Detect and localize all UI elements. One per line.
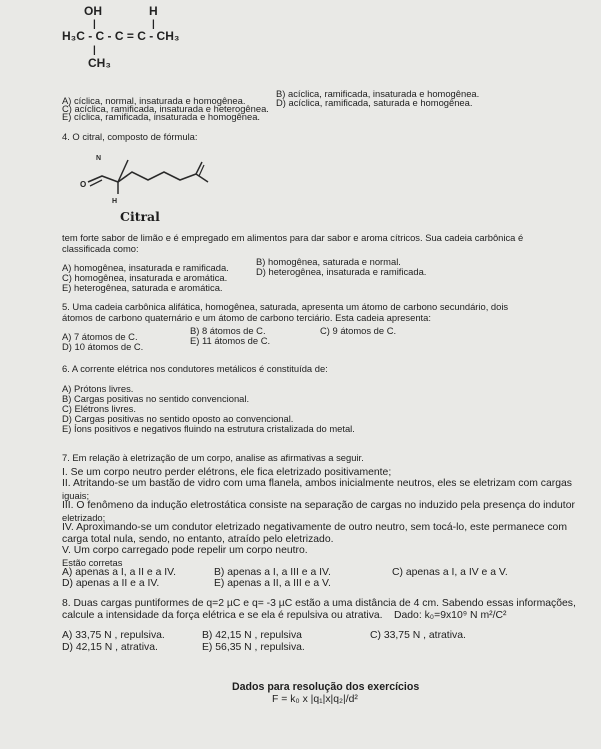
q7-option-c: C) apenas a I, a IV e a V. (392, 567, 508, 578)
q5-option-a: A) 7 átomos de C. (62, 331, 138, 342)
q5-option-e: E) 11 átomos de C. (190, 335, 271, 346)
citral-h-atom: H (112, 198, 118, 205)
q3-option-e: E) cíclica, ramificada, insaturada e homogênea. (62, 111, 261, 122)
q5-line2: átomos de carbono quaternário e um átomo de carbono terciário. Esta cadeia apresenta: (62, 312, 431, 323)
q8-option-b: B) 42,15 N , repulsiva (202, 630, 302, 641)
q3-option-a: A) cíclica, normal, insaturada e homogênea. (62, 95, 246, 106)
q8-option-e: E) 56,35 N , repulsiva. (202, 642, 305, 653)
q7-option-a: A) apenas a I, a II e a IV. (62, 567, 176, 578)
q7-statement-iv-line1: IV. Aproximando-se um condutor eletrizado negativamente de outro neutro, sem tocá-lo, este permanece com (62, 522, 567, 533)
q7-statement-iv-line2: carga total nula, sendo, no entanto, atraído pelo eletrizado. (62, 534, 334, 545)
q4-text-line2: classificada como: (62, 243, 139, 254)
q8-given-constant: Dado: k₀=9x10⁹ N m²/C² (394, 610, 507, 621)
citral-structure (80, 150, 250, 225)
q7-option-d: D) apenas a II e a IV. (62, 578, 160, 589)
q8-option-d: D) 42,15 N , atrativa. (62, 642, 158, 653)
q7-stem: 7. Em relação à eletrização de um corpo, analise as afirmativas a seguir. (62, 452, 364, 463)
q6-option-e: E) Íons positivos e negativos fluindo na estrutura cristalizada do metal. (62, 423, 355, 434)
q4-option-a: A) homogênea, insaturada e ramificada. (62, 262, 229, 273)
q5-option-b: B) 8 átomos de C. (190, 325, 266, 336)
q4-text-line1: tem forte sabor de limão e é empregado em alimentos para dar sabor e aroma cítricos. Sua cadeia carbônica é (62, 232, 524, 243)
q6-stem: 6. A corrente elétrica nos condutores metálicos é constituída de: (62, 363, 328, 374)
q3-option-b: B) acíclica, ramificada, insaturada e homogênea. (276, 88, 480, 99)
q6-option-b: B) Cargas positivas no sentido convencional. (62, 393, 250, 404)
q5-option-d: D) 10 átomos de C. (62, 341, 144, 352)
bond-up-2: | (152, 19, 155, 30)
h-atom: H (149, 4, 158, 18)
q3-option-c: C) acíclica, ramificada, insaturada e heterogênea. (62, 103, 269, 114)
q7-correct-label: Estão corretas (62, 557, 123, 568)
q7-option-b: B) apenas a I, a III e a IV. (214, 567, 331, 578)
q4-option-b: B) homogênea, saturada e normal. (256, 256, 401, 267)
q8-option-c: C) 33,75 N , atrativa. (370, 630, 466, 641)
q5-line1: 5. Uma cadeia carbônica alifática, homogênea, saturada, apresenta um átomo de carbono secundário, dois (62, 301, 509, 312)
q5-option-c: C) 9 átomos de C. (320, 325, 397, 336)
q8-line1: 8. Duas cargas puntiformes de q=2 µC e q= -3 µC estão a uma distância de 4 cm. Sabendo essas informações, (62, 598, 576, 609)
q4-option-d: D) heterogênea, insaturada e ramificada. (256, 266, 427, 277)
q4-option-c: C) homogênea, insaturada e aromática. (62, 272, 228, 283)
q6-option-c: C) Elétrons livres. (62, 403, 136, 414)
q7-statement-i: I. Se um corpo neutro perder elétrons, ele fica eletrizado positivamente; (62, 467, 392, 478)
q7-statement-iii-line1: III. O fenômeno da indução eletrostática consiste na separação de cargas no induzido pela presença do indutor (62, 500, 575, 511)
bond-down: | (93, 45, 96, 56)
q7-option-e: E) apenas a II, a III e a V. (214, 578, 331, 589)
bond-up-1: | (93, 19, 96, 30)
main-chain: H₃C - C - C = C - CH₃ (62, 29, 180, 43)
q7-statement-v: V. Um corpo carregado pode repelir um corpo neutro. (62, 545, 308, 556)
q6-option-a: A) Prótons livres. (62, 383, 134, 394)
q3-option-d: D) acíclica, ramificada, saturada e homogênea. (276, 97, 473, 108)
svg-text:N: N (96, 155, 102, 162)
oh-group: OH (84, 4, 102, 18)
q4-option-e: E) heterogênea, saturada e aromática. (62, 282, 223, 293)
footer-formula: F = k₀ x |q₁|x|q₂|/d² (272, 694, 358, 705)
q8-line2: calcule a intensidade da força elétrica e se ela é repulsiva ou atrativa. (62, 610, 383, 621)
q4-stem: 4. O citral, composto de fórmula: (62, 131, 198, 142)
citral-o-atom: O (80, 180, 87, 189)
ch3-group: CH₃ (88, 56, 111, 70)
footer-title: Dados para resolução dos exercícios (232, 681, 420, 693)
q8-option-a: A) 33,75 N , repulsiva. (62, 630, 165, 641)
citral-caption: Citral (120, 209, 160, 224)
q6-option-d: D) Cargas positivas no sentido oposto ao convencional. (62, 413, 294, 424)
q7-statement-iii-line2: eletrizado; (62, 512, 106, 523)
q7-statement-ii-line1: II. Atritando-se um bastão de vidro com uma flanela, ambos inicialmente neutros, eles se eletrizam com cargas (62, 478, 572, 489)
q7-statement-ii-line2: iguais; (62, 490, 90, 501)
